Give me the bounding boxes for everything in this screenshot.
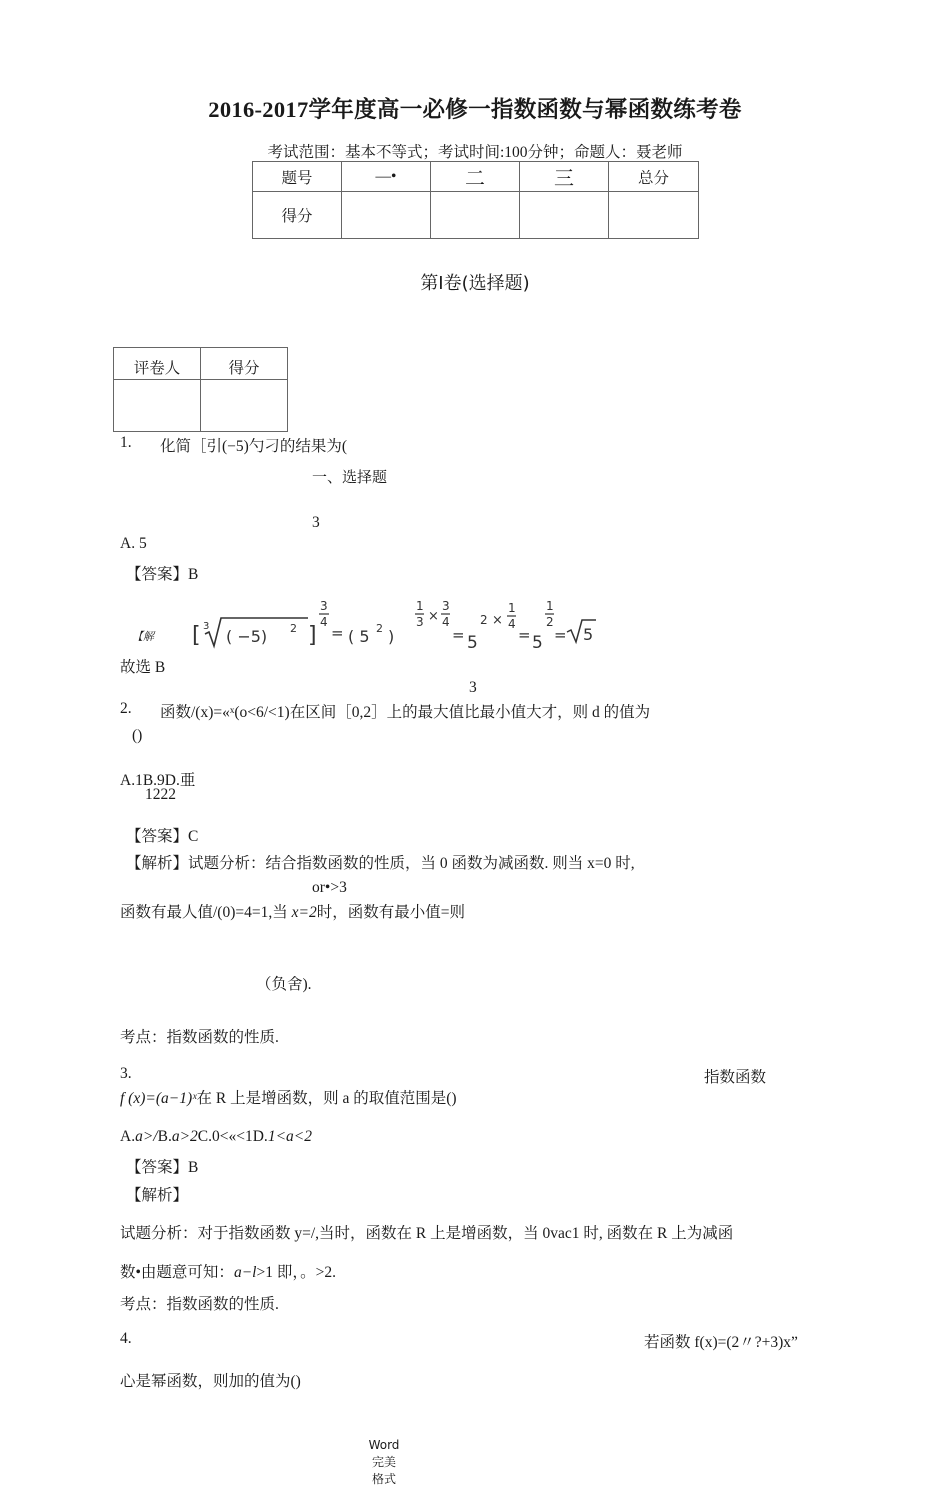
grader-cell <box>114 380 201 432</box>
option-value: 1<a<2 <box>267 1128 312 1145</box>
svg-text:=: = <box>554 626 567 644</box>
formula-paren-close: ) <box>388 627 395 646</box>
sup-number: 3 <box>469 679 477 696</box>
svg-text:5: 5 <box>532 633 543 653</box>
sub-number: 3 <box>312 514 320 531</box>
analysis-text: 时，函数有最小值=则 <box>316 904 465 921</box>
analysis-line <box>120 900 465 922</box>
question-text: 若函数 f(x)=(2〃?+3)x” <box>644 1334 798 1351</box>
options <box>120 1128 312 1146</box>
watermark-line: Word <box>368 1438 400 1452</box>
conclusion: 故选 B <box>120 659 166 676</box>
svg-text:3: 3 <box>442 599 450 613</box>
question-number: 3. <box>120 1065 132 1082</box>
answer: 【答案】B <box>126 1159 199 1176</box>
question-number: 1. <box>120 434 132 451</box>
analysis-text: 函数有最人值/(0)=4=1,当 <box>120 904 292 921</box>
knowledge-point: 考点：指数函数的性质. <box>120 1296 279 1313</box>
analysis-note: or•>3 <box>312 879 347 896</box>
option-value: a>2 <box>171 1128 198 1145</box>
analysis-note: （负舍). <box>256 976 312 993</box>
formula-bracket-open: [ <box>192 623 201 648</box>
function-expr: f (x)=(a−1)ˣ <box>120 1090 197 1107</box>
options: A.1B.9D.亜 <box>120 772 196 789</box>
exam-info: 考试范围：基本不等式；考试时间:100分钟；命题人：聂老师 <box>267 144 683 161</box>
question-text: 函数/(x)=«ˣ(o<6/<1)在区间［0,2］上的最大值比最小值大才，则 d 的值为 <box>160 704 651 721</box>
option-label: B. <box>157 1128 172 1145</box>
option-label: C.0<«<1D. <box>197 1128 268 1145</box>
option-value: a>/ <box>135 1128 158 1145</box>
question-text: 心是幂函数，则加的值为() <box>120 1373 301 1390</box>
svg-text:2: 2 <box>480 613 488 627</box>
score-cell <box>609 192 699 239</box>
svg-text:2: 2 <box>546 615 554 629</box>
analysis: 【解析】试题分析：结合指数函数的性质，当 0 函数为减函数. 则当 x=0 时, <box>126 855 635 872</box>
formula-radicand: ( −5) <box>226 627 268 646</box>
analysis-label: 【解 <box>132 630 154 643</box>
watermark-line: 格式 <box>371 1472 396 1486</box>
score-cell <box>201 380 288 432</box>
svg-text:3: 3 <box>416 615 424 629</box>
score-header-cell: 三 <box>520 162 609 192</box>
watermark <box>360 1437 408 1488</box>
question-text: 化简［引(−5)勺刁的结果为( <box>160 438 347 455</box>
analysis-math: x=2 <box>291 904 317 921</box>
analysis <box>120 1260 336 1282</box>
option-label: A. <box>120 1128 136 1145</box>
formula-paren: ( 5 <box>348 627 370 646</box>
formula-eq: = <box>331 624 344 642</box>
question-body: 在 R 上是增函数，则 a 的取值范围是() <box>196 1090 457 1107</box>
formula-exp: 2 <box>290 622 297 635</box>
svg-text:4: 4 <box>442 615 450 629</box>
svg-text:=: = <box>518 626 531 644</box>
score-header: 得分 <box>201 348 288 380</box>
score-table <box>252 161 699 239</box>
score-header-cell: 二 <box>431 162 520 192</box>
svg-text:4: 4 <box>508 617 516 631</box>
page-title: 2016-2017学年度高一必修一指数函数与幂函数练考卷 <box>208 97 742 122</box>
question-number: 2. <box>120 700 132 717</box>
formula-image <box>190 596 600 654</box>
options-sub: 1222 <box>145 786 176 803</box>
question-number: 4. <box>120 1330 132 1347</box>
answer: 【答案】B <box>126 566 199 583</box>
option-a: A. 5 <box>120 535 147 552</box>
score-header-cell: 总分 <box>609 162 699 192</box>
watermark-line: 完美 <box>371 1455 396 1469</box>
question-text: 指数函数 <box>704 1069 767 1086</box>
formula-exp2: 2 <box>376 622 383 635</box>
score-cell <box>431 192 520 239</box>
knowledge-point: 考点：指数函数的性质. <box>120 1029 279 1046</box>
svg-text:×: × <box>492 613 503 628</box>
score-header-cell: —• <box>342 162 431 192</box>
formula-index: 3 <box>203 621 210 632</box>
analysis: 试题分析：对于指数函数 y=/,当时，函数在 R 上是增函数，当 0vac1 时, 函数在 R 上为减函 <box>120 1225 734 1242</box>
part-heading: 一、选择题 <box>312 468 388 486</box>
svg-text:=: = <box>452 626 465 644</box>
svg-text:1: 1 <box>416 599 424 613</box>
section-title: 第I卷(选择题) <box>420 273 530 294</box>
grader-header: 评卷人 <box>114 348 201 380</box>
formula-num: 3 <box>320 599 328 613</box>
svg-text:1: 1 <box>546 599 554 613</box>
score-row-label: 得分 <box>253 192 342 239</box>
analysis-text: >1 即，。>2. <box>256 1264 336 1281</box>
answer: 【答案】C <box>126 828 199 845</box>
analysis-label: 【解析】 <box>126 1187 189 1204</box>
svg-text:5: 5 <box>583 625 594 644</box>
question-paren: () <box>132 727 143 744</box>
svg-text:5: 5 <box>467 633 478 653</box>
svg-text:1: 1 <box>508 601 516 615</box>
analysis-text: 数•由题意可知： <box>120 1264 234 1281</box>
formula-bracket-close: ] <box>308 623 317 648</box>
svg-text:×: × <box>428 609 439 624</box>
score-cell <box>342 192 431 239</box>
formula-den: 4 <box>320 615 328 629</box>
analysis-math: a−l <box>233 1264 257 1281</box>
question-text <box>120 1086 457 1108</box>
score-cell <box>520 192 609 239</box>
grader-table <box>113 347 288 432</box>
score-header-cell: 题号 <box>253 162 342 192</box>
